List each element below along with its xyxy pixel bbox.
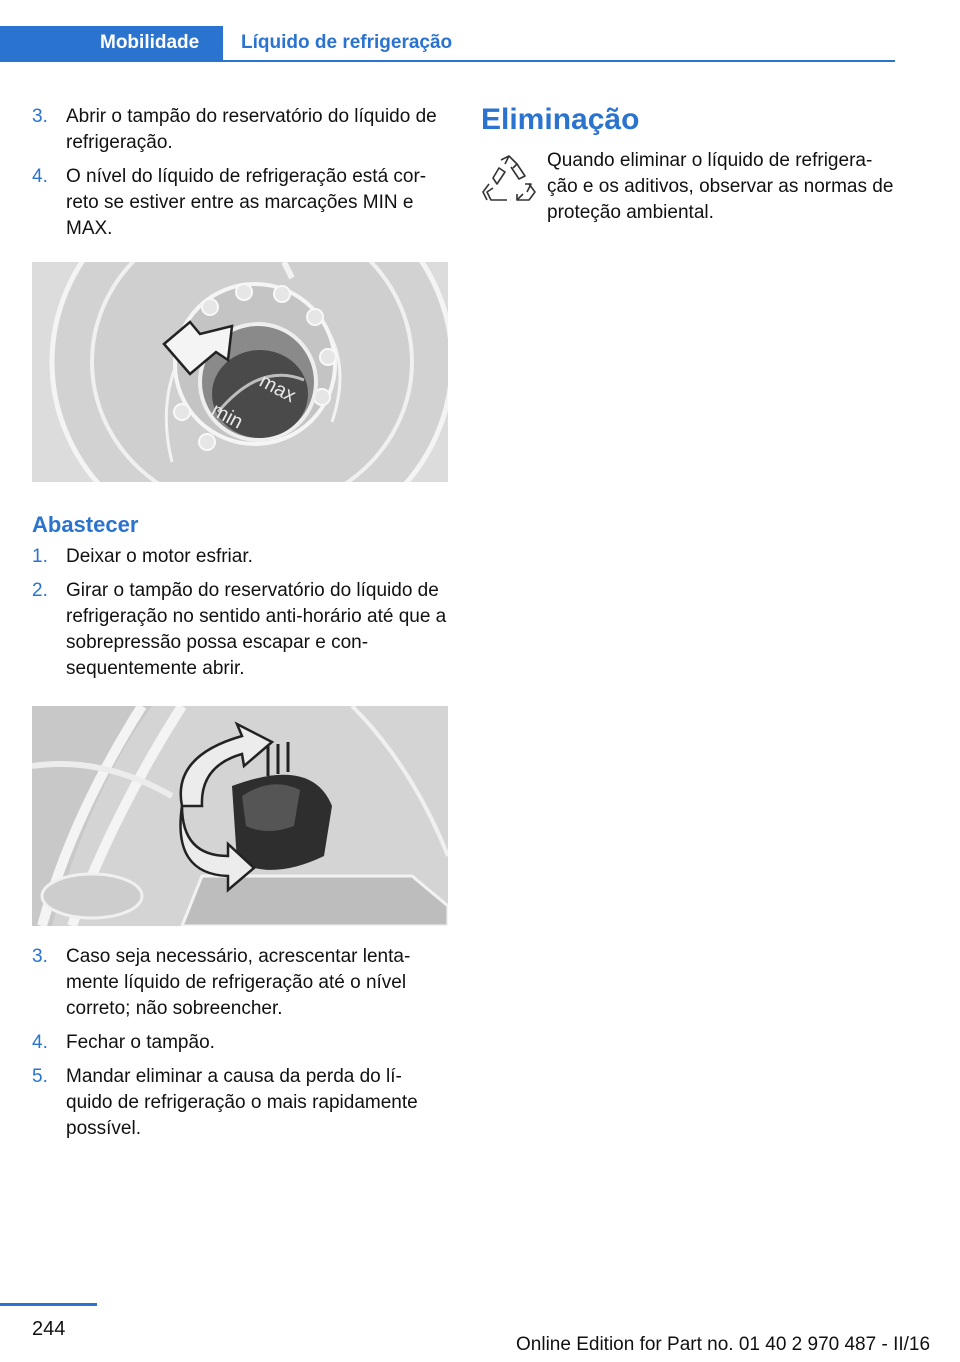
- step-item: [32, 1030, 448, 1056]
- header-divider: [0, 60, 895, 62]
- step-text: Deixar o motor esfriar.: [66, 546, 253, 567]
- reservoir-level-illustration: [32, 262, 448, 482]
- edition-note: Online Edition for Part no. 01 40 2 970 487 - II/16: [516, 1334, 931, 1355]
- footer-divider: [0, 1303, 97, 1306]
- step-item: [32, 164, 448, 242]
- step-item: [32, 944, 448, 1022]
- environment-note-text: Quando eliminar o líquido de refrigera‐ção e os aditivos, observar as normas de proteção ambiental.: [547, 150, 894, 223]
- page-header: [0, 0, 895, 62]
- page-number: 244: [32, 1318, 66, 1340]
- section-subheading: Abastecer: [32, 512, 139, 537]
- reservoir-level-drawing: [32, 262, 448, 482]
- step-text: Mandar eliminar a causa da perda do lí‐quido de refrigeração o mais rapidamente possível.: [66, 1066, 418, 1139]
- step-number: 2.: [32, 580, 48, 601]
- tab-mobilidade[interactable]: [0, 26, 223, 62]
- step-number: 1.: [32, 546, 48, 567]
- step-text: Caso seja necessário, acrescentar lenta‐mente líquido de refrigeração até o nível correto; não sobreencher.: [66, 946, 411, 1019]
- min-marking: min: [207, 398, 247, 434]
- step-item: [32, 578, 448, 682]
- tab-mobilidade-label: Mobilidade: [100, 32, 200, 53]
- step-number: 5.: [32, 1066, 48, 1087]
- section-title: Eliminação: [481, 103, 640, 136]
- cap-opening-drawing: [32, 706, 448, 926]
- step-number: 3.: [32, 946, 48, 967]
- recycle-icon: [481, 148, 547, 226]
- max-marking: max: [255, 369, 300, 408]
- step-number: 4.: [32, 1032, 48, 1053]
- step-item: [32, 544, 448, 570]
- cap-opening-illustration: [32, 706, 448, 926]
- left-column: [32, 104, 448, 1150]
- tab-liquido-label: Líquido de refrigeração: [241, 32, 453, 53]
- step-text: Girar o tampão do reservatório do líquido de refrigeração no sentido anti-horário até que a sobrepressão possa escapar e con‐sequentemente abrir.: [66, 580, 447, 679]
- step-text: O nível do líquido de refrigeração está cor‐reto se estiver entre as marcações MIN e MAX.: [66, 166, 427, 239]
- step-item: [32, 104, 448, 156]
- step-text: Abrir o tampão do reservatório do líquido de refrigeração.: [66, 106, 437, 153]
- step-number: 4.: [32, 166, 48, 187]
- right-column: [481, 102, 901, 226]
- environment-note: [481, 148, 901, 226]
- step-number: 3.: [32, 106, 48, 127]
- step-item: [32, 1064, 448, 1142]
- step-text: Fechar o tampão.: [66, 1032, 215, 1053]
